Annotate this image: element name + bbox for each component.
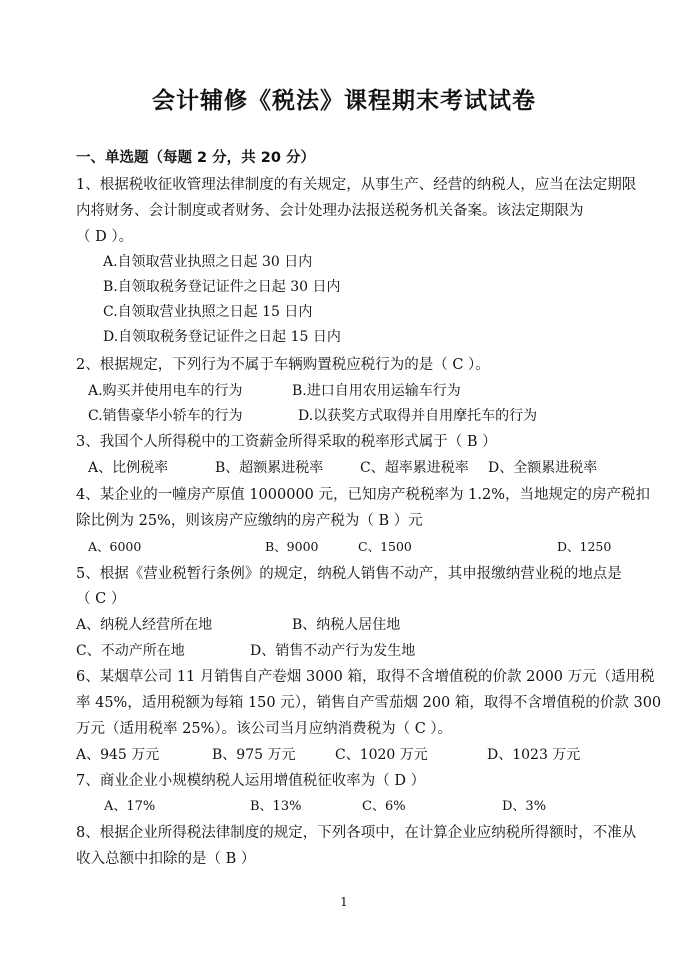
question-3-option-a: A、比例税率 bbox=[88, 460, 169, 476]
question-8-line-2: 收入总额中扣除的是（ B ） bbox=[76, 851, 256, 867]
question-1-line-3: （ D ）。 bbox=[76, 229, 134, 245]
question-6-option-c: C、1020 万元 bbox=[335, 747, 428, 763]
question-5-option-c: C、不动产所在地 bbox=[76, 643, 185, 659]
question-2-line-1: 2、根据规定，下列行为不属于车辆购置税应税行为的是（ C ）。 bbox=[76, 357, 490, 373]
question-5-option-d: D、销售不动产行为发生地 bbox=[250, 643, 416, 659]
question-5-option-a: A、纳税人经营所在地 bbox=[76, 617, 213, 633]
page-number: 1 bbox=[340, 895, 348, 909]
question-2-option-c: C.销售豪华小轿车的行为 bbox=[88, 408, 243, 424]
question-6-option-a: A、945 万元 bbox=[76, 747, 160, 763]
question-3-option-b: B、超额累进税率 bbox=[215, 460, 324, 476]
question-8-line-1: 8、根据企业所得税法律制度的规定，下列各项中，在计算企业应纳税所得额时，不准从 bbox=[76, 825, 637, 841]
question-5-option-b: B、纳税人居住地 bbox=[292, 617, 401, 633]
page-title: 会计辅修《税法》课程期末考试试卷 bbox=[152, 88, 536, 114]
question-3-option-d: D、全额累进税率 bbox=[488, 460, 598, 476]
question-1-option-b: B.自领取税务登记证件之日起 30 日内 bbox=[103, 279, 341, 295]
question-3-option-c: C、超率累进税率 bbox=[360, 460, 469, 476]
question-6-line-3: 万元（适用税率 25%）。该公司当月应纳消费税为（ C ）。 bbox=[76, 721, 453, 737]
question-1-line-2: 内将财务、会计制度或者财务、会计处理办法报送税务机关备案。该法定期限为 bbox=[76, 203, 584, 219]
question-7-option-c: C、6% bbox=[362, 799, 406, 814]
question-4-line-2: 除比例为 25%，则该房产应缴纳的房产税为（ B ）元 bbox=[76, 513, 423, 529]
question-4-option-a: A、6000 bbox=[88, 539, 142, 554]
question-2-option-b: B.进口自用农用运输车行为 bbox=[292, 383, 461, 399]
question-3-line-1: 3、我国个人所得税中的工资薪金所得采取的税率形式属于（ B ） bbox=[76, 434, 497, 450]
question-4-line-1: 4、某企业的一幢房产原值 1000000 元，已知房产税税率为 1.2%，当地规定的房产税扣 bbox=[76, 487, 650, 503]
question-4-option-d: D、1250 bbox=[557, 539, 612, 554]
question-1-option-d: D.自领取税务登记证件之日起 15 日内 bbox=[103, 329, 341, 345]
question-5-line-2: （ C ） bbox=[76, 591, 126, 607]
question-6-option-d: D、1023 万元 bbox=[487, 747, 581, 763]
section-heading: 一、单选题（每题 2 分，共 20 分） bbox=[76, 150, 315, 166]
question-5-line-1: 5、根据《营业税暂行条例》的规定，纳税人销售不动产，其申报缴纳营业税的地点是 bbox=[76, 566, 622, 582]
question-2-option-d: D.以获奖方式取得并自用摩托车的行为 bbox=[298, 408, 538, 424]
question-4-option-c: C、1500 bbox=[358, 539, 412, 554]
question-4-option-b: B、9000 bbox=[265, 539, 319, 554]
question-7-line-1: 7、商业企业小规模纳税人运用增值税征收率为（ D ） bbox=[76, 773, 426, 789]
question-7-option-d: D、3% bbox=[502, 799, 547, 814]
question-7-option-b: B、13% bbox=[250, 799, 302, 814]
question-1-line-1: 1、根据税收征收管理法律制度的有关规定，从事生产、经营的纳税人，应当在法定期限 bbox=[76, 177, 637, 193]
question-2-option-a: A.购买并使用电车的行为 bbox=[88, 383, 243, 399]
question-1-option-c: C.自领取营业执照之日起 15 日内 bbox=[103, 304, 313, 320]
question-6-option-b: B、975 万元 bbox=[212, 747, 296, 763]
question-7-option-a: A、17% bbox=[104, 799, 156, 814]
question-1-option-a: A.自领取营业执照之日起 30 日内 bbox=[103, 254, 313, 270]
question-6-line-2: 率 45%，适用税额为每箱 150 元），销售自产雪茄烟 200 箱，取得不含增值税的价款 300 bbox=[76, 695, 662, 711]
question-6-line-1: 6、某烟草公司 11 月销售自产卷烟 3000 箱，取得不含增值税的价款 2000 万元（适用税 bbox=[76, 669, 655, 685]
